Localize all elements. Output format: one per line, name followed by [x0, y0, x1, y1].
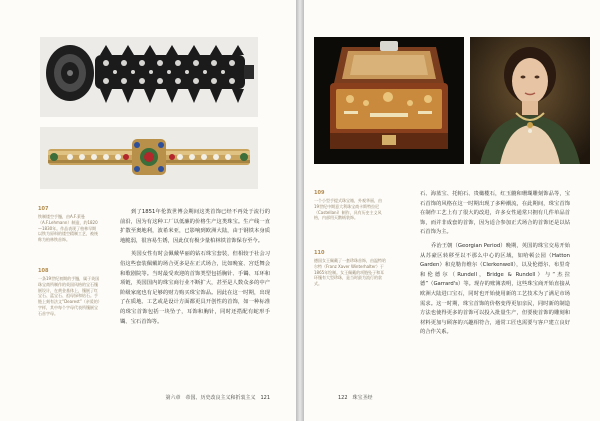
book-gutter: [296, 0, 304, 421]
caption-number: 109: [314, 190, 325, 196]
paragraph: 英国女性有时会佩戴华丽的钻石珠宝套装，但相较于社会习俗这些套装佩戴的场合更多是在正式场合，比如晚宴、宫廷舞会和歌剧院等。当时最受欢迎的首饰类型包括胸针、手镯、耳环和项链，英国国内的珠宝商行业不断扩大，甚至是人数众多的中产阶级家庭也有足够的财力购买珠宝饰品。因此在这一时期，出现了在质地、工艺或是设计方面都更具开创性的首饰，如一种标准的珠宝首饰包括一块坠子，耳饰和胸针，同时还搭配有蛇形手镯、宝石首饰等。: [120, 251, 270, 325]
caption-text: 一个小型手提式珠宝箱，外观华丽，由19世纪中期意大利珠宝商卡斯特拉尼（Castellani）制作，具有历史主义风格，内部用天鹅绒装饰。: [314, 198, 382, 221]
right-page: [304, 0, 600, 421]
caption-number: 108: [38, 268, 49, 274]
black-lace-bracelet-image: [40, 37, 258, 117]
jewel-box-image: [314, 37, 464, 164]
caption-text: 一条19世纪初期的手镯，属于英国珠宝商所制作的英国风格的宝石镶嵌设计，在黄金基体上，镶嵌了红宝石、蓝宝石、祖母绿和钻石。手链上刻有法文“Dearest”（亲爱的）字样，其中每个字母代表所镶嵌宝石首字母。: [38, 276, 100, 316]
paragraph: 石、海蓝宝、托帕石、贵橄榄石，红玉髓和珊瑚雕刻饰品等，宝石首饰的风格在这一时期出现了多种潮流，在此期间，珠宝首饰在制作工艺上有了很大的改进，许多女性通常只拥有几件单品首饰，而并非成套的首饰，因为适合参加正式场合的首饰还是以钻石首饰为主。: [420, 191, 570, 236]
paragraph: 到了1851年伦敦世博会期间这类首饰已经不再处于流行的前沿，因为有这种工厂以低廉的价格生产这类珠宝。生产线一直扩散至奥地利，波希米亚，已影响到欧洲大陆，由于钢铁本身质地脆弱，很容易生锈，因此仅有极少量柏林铁首饰保存至今。: [120, 209, 270, 244]
portrait-painting-image: [470, 37, 590, 164]
page-footer: 第六章 帝国、历史改良主义和折衷主义 121: [165, 395, 270, 401]
page-footer: 122 珠宝圣经: [338, 395, 373, 401]
caption-text: 德国女王佩戴了一套珍珠首饰，由温特哈尔特（Franz Xaver Winterhalter）于1865年绘制。女王佩戴的项链坠子和耳环镶有大型珍珠，是当时最为流行的款式。: [314, 258, 386, 287]
caption-number: 110: [314, 250, 325, 256]
caption-number: 107: [38, 206, 49, 212]
left-page: [0, 0, 296, 421]
caption-text: 铁制镂空手镯，由A.F.莱曼（A.F.Lehmann）制造，约1820—1830年。作品表现了柏林早期以铁为原料的镂空精制工艺，被统称为柏林铁首饰。: [38, 214, 98, 243]
paragraph: 乔治王朝（Georgian Period）晚期，英国的珠宝交易开始从苏豪区转移至以不那么中心的区域，如哈顿公园（Hatton Garden）和克勒肯维尔（Clerkenwell），以及伦德尔、布里奇和伦德尔（Rundell，Bridge & Rundell）与“杰拉德”（Garrard's）等。现存的账簿表明，这些珠宝商开始直接从欧洲大陆进口宝石，同时也开始使用新的工艺技术为了满足市场需求。这一时期，珠宝首饰的价格变得更加亲民，同时新的制造方法也使得更多的首饰可以投入批量生产，但要使首饰的雕刻和材料更加与顾客的兴趣相符合，通常工匠也需要与客户建立良好的合作关系。: [420, 242, 570, 336]
body-text: [120, 208, 270, 331]
gold-gem-bracelet-image: [40, 127, 258, 189]
body-text: [420, 190, 570, 342]
